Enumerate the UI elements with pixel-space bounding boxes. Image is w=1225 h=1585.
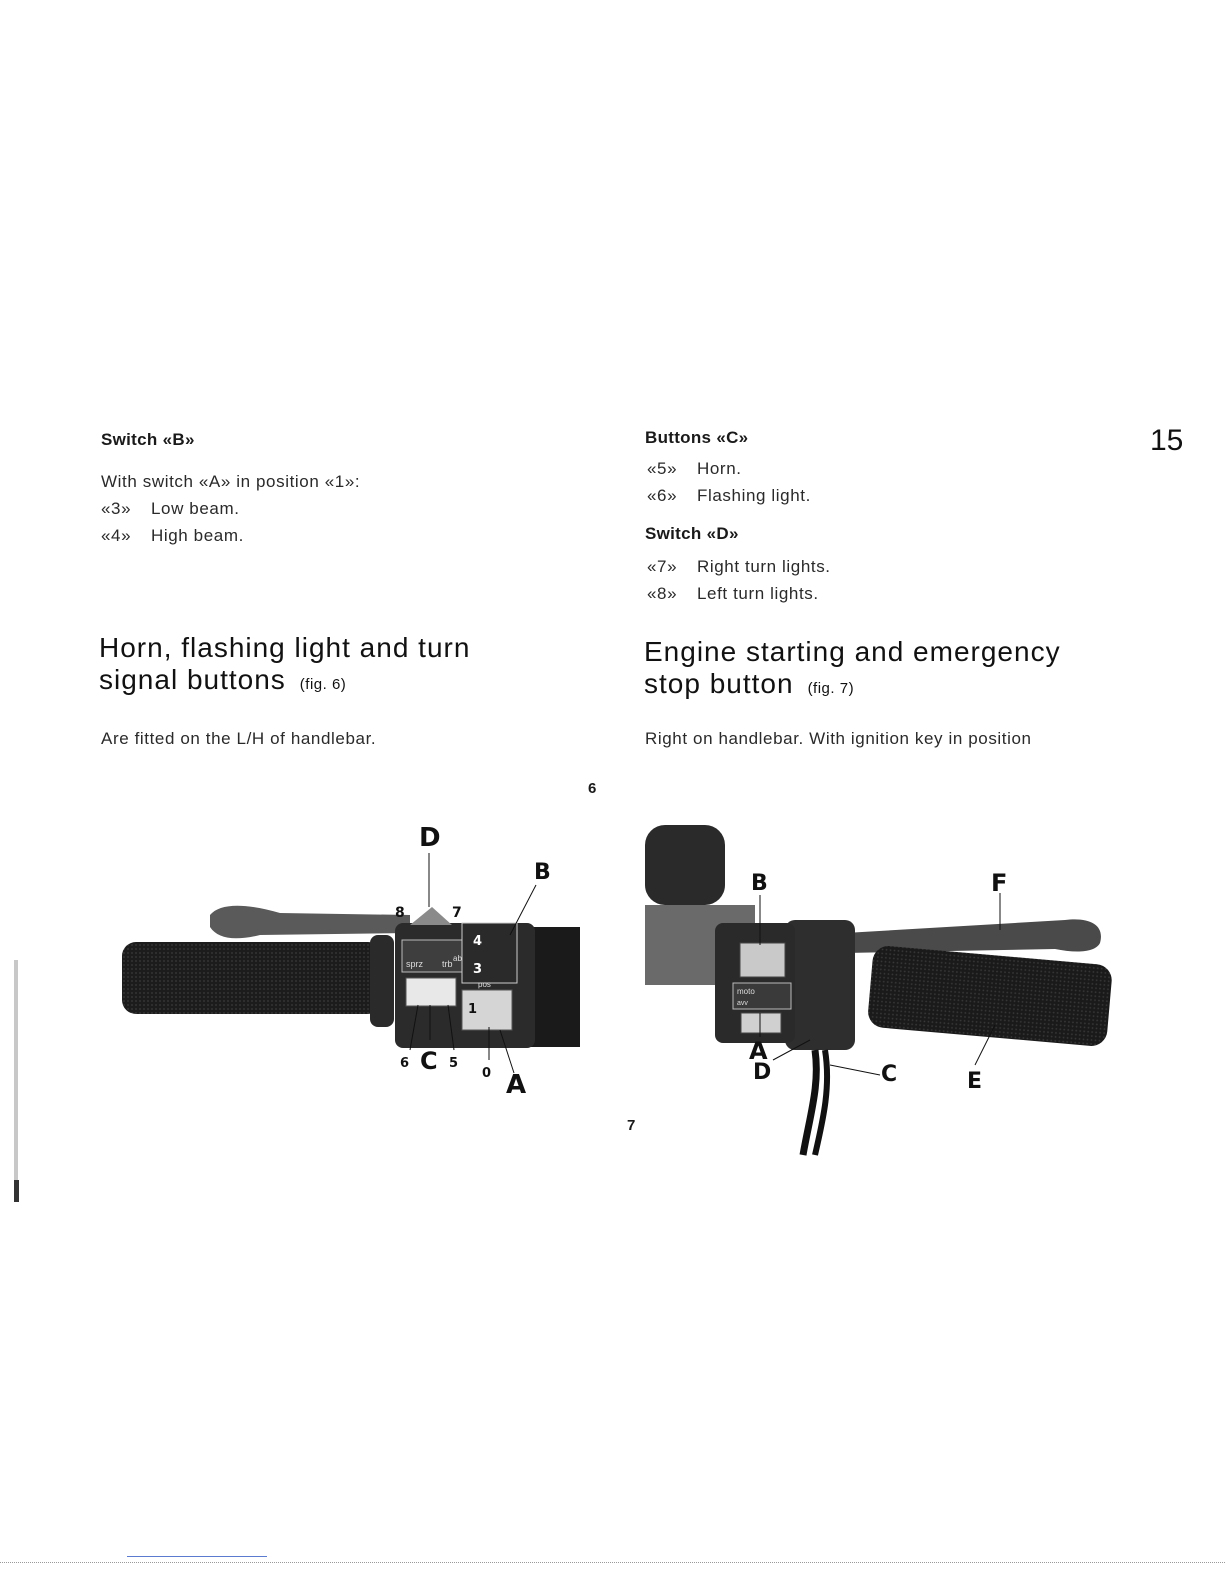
figure-6-number: 6	[588, 780, 597, 797]
buttons-c-item-6	[647, 486, 811, 506]
title-line-1: Engine starting and emergency	[644, 636, 1061, 667]
label-d: D	[753, 1060, 772, 1085]
title-line-2: stop button (fig. 7)	[644, 668, 855, 699]
item-number: «3»	[101, 499, 132, 518]
label-7: 7	[452, 905, 462, 921]
switch-b-heading: Switch «B»	[101, 430, 195, 449]
cable-1	[803, 1050, 816, 1155]
switch-text-ab: ab	[453, 954, 462, 963]
horn-flash-button	[406, 978, 456, 1006]
figure-7-right-handlebar	[645, 825, 1115, 1160]
switch-text-trb: trb	[442, 959, 453, 969]
bottom-dotted-rule	[0, 1562, 1225, 1563]
label-0: 0	[482, 1066, 492, 1081]
horn-section-text: Are fitted on the L/H of handlebar.	[101, 729, 377, 748]
light-switch-b	[462, 923, 517, 983]
item-text: Right turn lights.	[697, 557, 831, 576]
clutch-lever	[210, 906, 410, 939]
label-b: B	[534, 860, 551, 885]
grip-flange	[370, 935, 394, 1027]
label-a: A	[506, 1070, 527, 1100]
switch-mark-4: 4	[473, 934, 483, 949]
switch-text-sprz: sprz	[406, 959, 424, 969]
label-d: D	[419, 823, 441, 853]
item-number: «4»	[101, 526, 132, 545]
item-text: Flashing light.	[697, 486, 811, 505]
figure-7-number: 7	[627, 1117, 636, 1134]
label-6: 6	[400, 1056, 410, 1071]
start-switch-b	[740, 943, 785, 977]
item-text: Left turn lights.	[697, 584, 819, 603]
title-line-2: signal buttons (fig. 6)	[99, 664, 347, 695]
buttons-c-heading: Buttons «C»	[645, 428, 749, 447]
page-number: 15	[1150, 424, 1184, 457]
label-a: A	[749, 1037, 768, 1065]
handlebar-tube	[530, 927, 580, 1047]
turn-switch-toggle	[410, 907, 452, 925]
label-8: 8	[395, 905, 405, 921]
item-number: «8»	[647, 584, 678, 603]
engine-section-title	[644, 636, 1061, 705]
switch-mark-3: 3	[473, 962, 483, 977]
item-number: «7»	[647, 557, 678, 576]
label-f: F	[991, 869, 1008, 897]
scan-margin-mark	[14, 1180, 19, 1202]
throttle-housing	[785, 920, 855, 1050]
label-e: E	[967, 1069, 983, 1094]
switch-mark-1: 1	[468, 1002, 478, 1017]
right-handlebar-illustration	[645, 825, 1115, 1160]
item-text: Horn.	[697, 459, 742, 478]
switch-text-avv: avv	[737, 1000, 748, 1007]
label-c: C	[420, 1047, 438, 1075]
throttle-grip	[867, 945, 1113, 1048]
item-number: «6»	[647, 486, 678, 505]
horn-section-title	[99, 632, 470, 701]
label-c: C	[881, 1062, 898, 1087]
item-number: «5»	[647, 459, 678, 478]
switch-text-pos: pos	[478, 980, 491, 989]
item-text: Low beam.	[151, 499, 240, 518]
brake-reservoir	[645, 825, 725, 905]
handlebar-grip	[122, 942, 382, 1014]
buttons-c-item-5	[647, 459, 742, 479]
fig-reference: (fig. 6)	[299, 676, 347, 693]
figure-6-left-handlebar	[110, 815, 610, 1105]
engine-section-text: Right on handlebar. With ignition key in position	[645, 729, 1032, 748]
switch-b-item-3	[101, 499, 240, 519]
kill-switch	[741, 1013, 781, 1033]
switch-b-intro: With switch «A» in position «1»:	[101, 472, 361, 491]
switch-d-heading: Switch «D»	[645, 524, 739, 543]
fig-reference: (fig. 7)	[807, 680, 855, 697]
switch-d-item-8	[647, 584, 819, 604]
bottom-underline	[127, 1556, 267, 1557]
switch-text-moto: moto	[737, 987, 755, 996]
switch-b-item-4	[101, 526, 244, 546]
label-5: 5	[449, 1056, 459, 1071]
label-b: B	[751, 871, 768, 896]
item-text: High beam.	[151, 526, 244, 545]
scan-margin-shadow	[14, 960, 18, 1200]
left-handlebar-illustration	[110, 815, 610, 1105]
title-line-1: Horn, flashing light and turn	[99, 632, 471, 663]
leader-line-c	[830, 1065, 880, 1075]
switch-d-item-7	[647, 557, 831, 577]
